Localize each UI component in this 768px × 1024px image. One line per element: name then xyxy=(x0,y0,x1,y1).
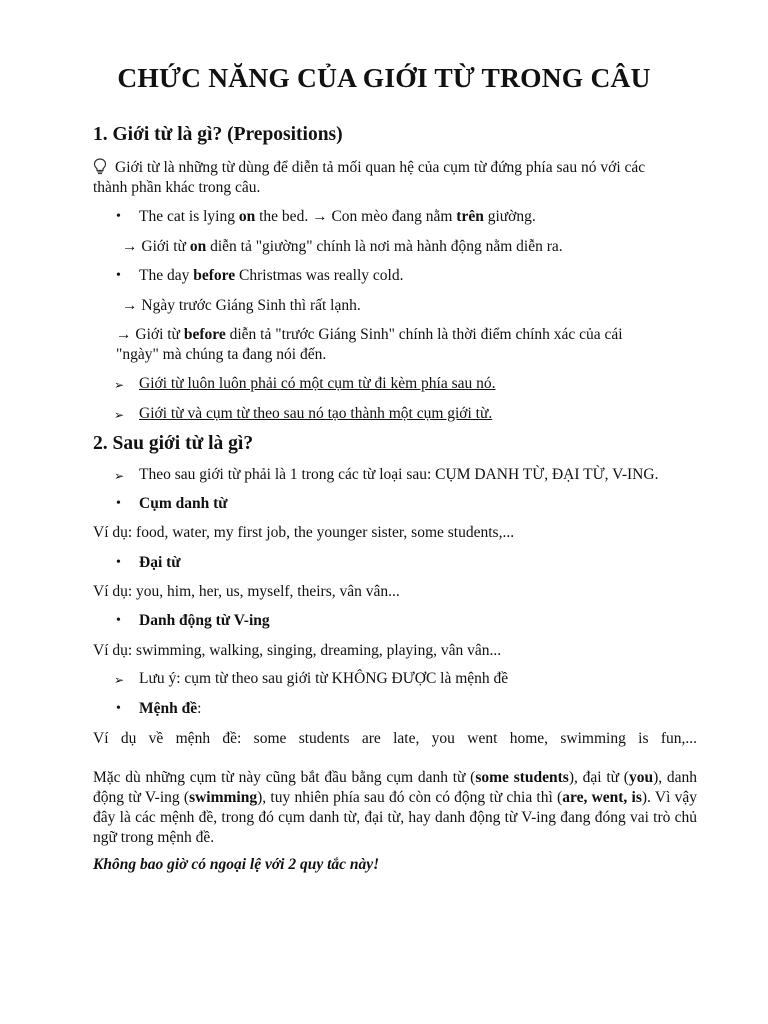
intro-text: Giới từ là những từ dùng để diễn tả mối quan hệ của cụm từ đứng phía sau nó với các xyxy=(115,159,646,176)
closing-statement: Không bao giờ có ngoại lệ với 2 quy tắc này! xyxy=(93,856,380,873)
arrow-bullet-icon: ➢ xyxy=(114,408,125,422)
clause-label: Mệnh đề: xyxy=(139,700,202,717)
clause-example: Ví dụ về mệnh đề: some students are late, you went home, swimming is fun,... xyxy=(93,730,697,747)
arrow-bullet-icon: ➢ xyxy=(114,469,125,483)
example-1-note: → Giới từ on diễn tả "giường" chính là nơi mà hành động nằm diễn ra. xyxy=(122,238,563,255)
arrow-bullet-icon: ➢ xyxy=(114,378,125,392)
section1-intro-line2: thành phần khác trong câu. xyxy=(93,179,261,196)
section2-heading: 2. Sau giới từ là gì? xyxy=(93,433,254,454)
example-1: The cat is lying on the bed. → Con mèo đang nằm trên giường. xyxy=(139,208,536,225)
example-2-note: → Giới từ before diễn tả "trước Giáng Sinh" chính là thời điểm chính xác của cái "ngày" mà chúng ta đang nói đến. xyxy=(116,326,623,363)
bullet-icon: • xyxy=(116,555,121,570)
clause-note: Lưu ý: cụm từ theo sau giới từ KHÔNG ĐƯỢC là mệnh đề xyxy=(139,670,509,687)
rule-2: Giới từ và cụm từ theo sau nó tạo thành một cụm giới từ. xyxy=(139,405,493,422)
bullet-icon: • xyxy=(116,496,121,511)
noun-phrase-example: Ví dụ: food, water, my first job, the younger sister, some students,... xyxy=(93,524,515,541)
section2-intro: Theo sau giới từ phải là 1 trong các từ loại sau: CỤM DANH TỪ, ĐẠI TỪ, V-ING. xyxy=(139,466,659,483)
bullet-icon: • xyxy=(116,613,121,628)
section1-heading: 1. Giới từ là gì? (Prepositions) xyxy=(93,124,343,145)
example-2: The day before Christmas was really cold. xyxy=(139,267,404,284)
gerund-example: Ví dụ: swimming, walking, singing, dreaming, playing, vân vân... xyxy=(93,642,502,659)
pronoun-label: Đại từ xyxy=(139,554,181,571)
bullet-icon: • xyxy=(116,701,121,716)
bullet-icon: • xyxy=(116,209,121,224)
gerund-label: Danh động từ V-ing xyxy=(139,612,270,629)
bullet-icon: • xyxy=(116,268,121,283)
explanation-paragraph: Mặc dù những cụm từ này cũng bắt đầu bằng cụm danh từ (some students), đại từ (you), danh động từ V-ing (swimming), tuy nhiên phía sau đó còn có động từ chia thì (are, went, is). Vì vậy đây là các mệnh đề, trong đó cụm danh từ, đại từ, hay danh động từ V-ing đang đóng vai trò chủ ngữ trong mệnh đề. xyxy=(93,769,698,846)
page-title: CHỨC NĂNG CỦA GIỚI TỪ TRONG CÂU xyxy=(117,62,651,93)
example-2-translation: → Ngày trước Giáng Sinh thì rất lạnh. xyxy=(122,297,361,314)
pronoun-example: Ví dụ: you, him, her, us, myself, theirs, vân vân... xyxy=(93,583,400,600)
arrow-bullet-icon: ➢ xyxy=(114,673,125,687)
noun-phrase-label: Cụm danh từ xyxy=(139,495,228,512)
rule-1: Giới từ luôn luôn phải có một cụm từ đi kèm phía sau nó. xyxy=(139,375,496,392)
